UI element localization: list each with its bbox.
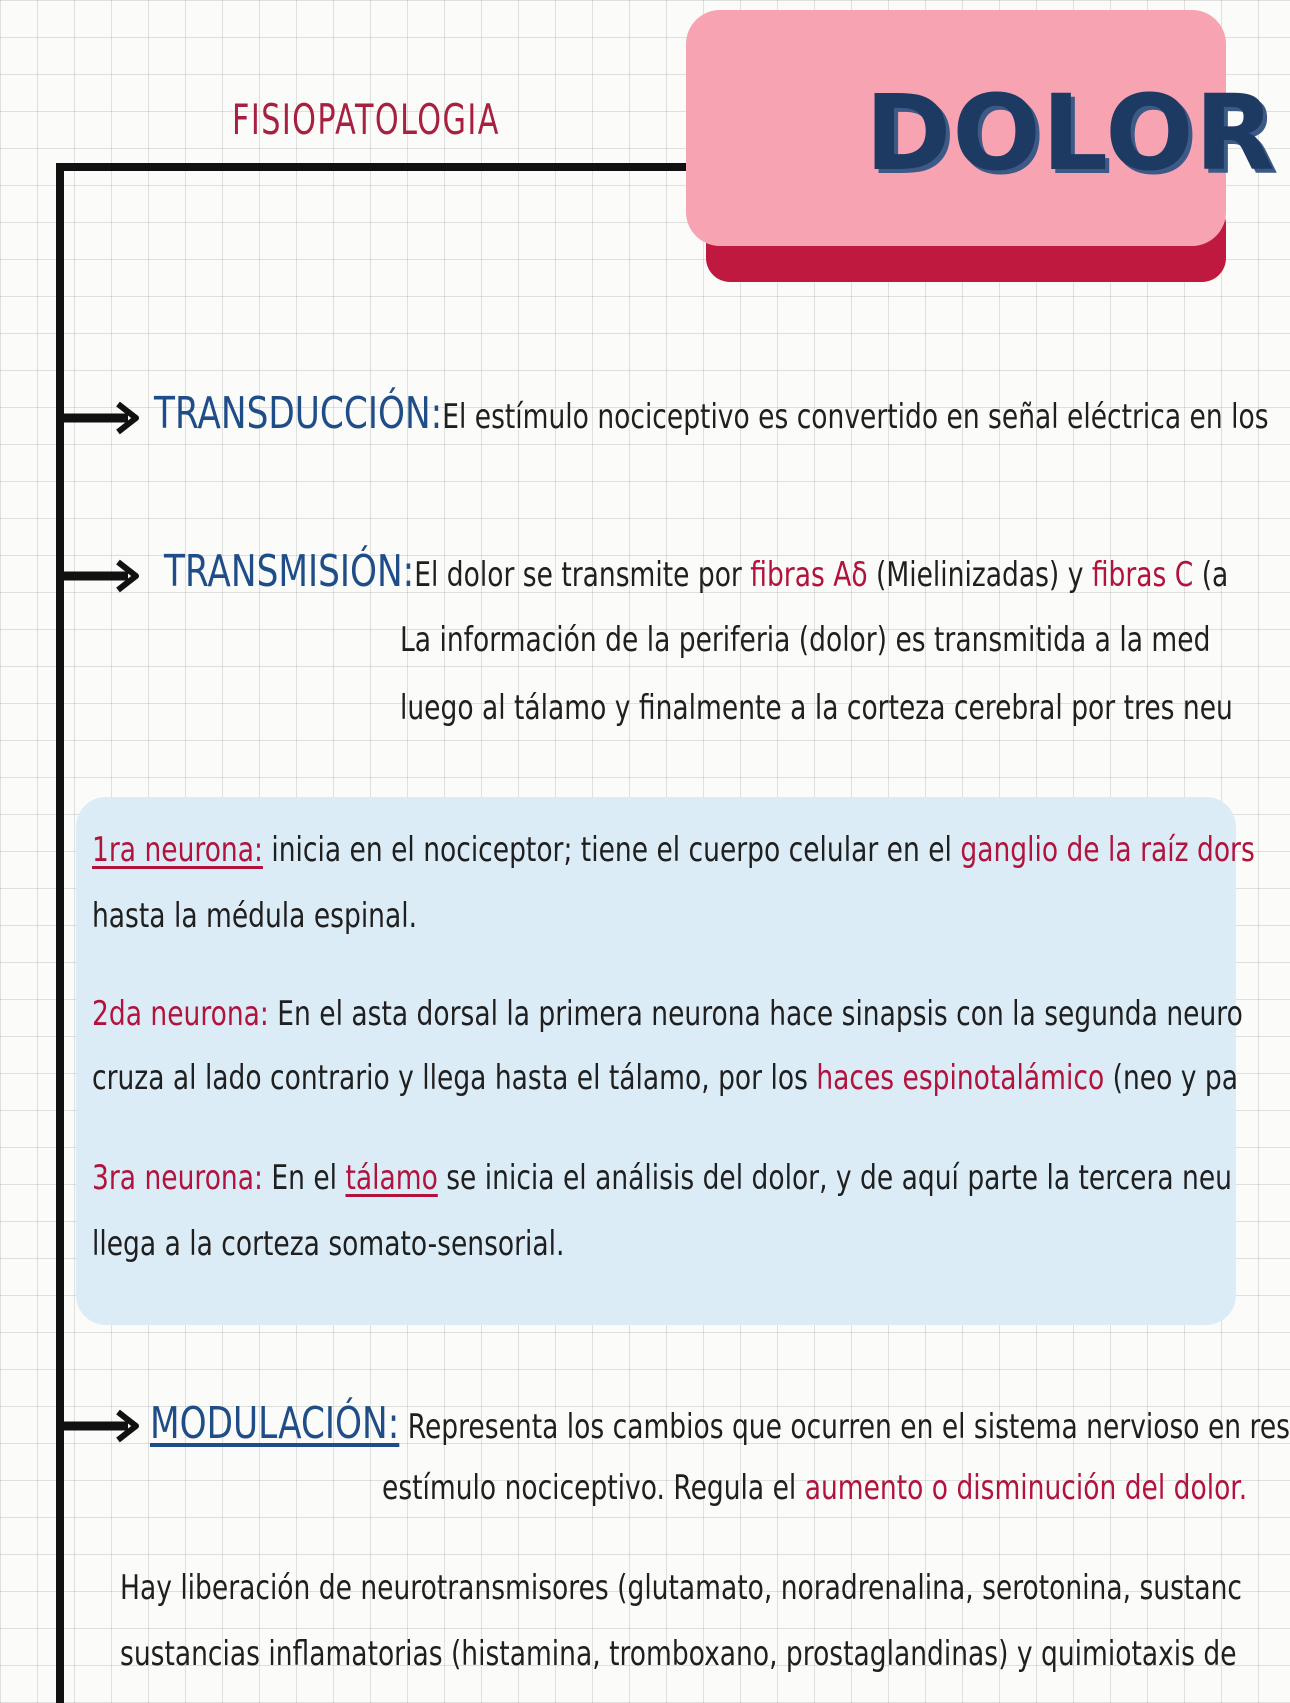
transmision-text: El dolor se transmite por xyxy=(414,555,751,595)
modulacion-text: estímulo nociceptivo. Regula el xyxy=(382,1468,805,1508)
modulacion-para-line-2: sustancias inflamatorias (histamina, tromboxano, prostaglandinas) y quimiotaxis de xyxy=(120,1634,1237,1674)
transmision-line-2: La información de la periferia (dolor) es transmitida a la med xyxy=(400,620,1211,660)
arrow-icon xyxy=(56,556,146,596)
transmision-term: TRANSMISIÓN: xyxy=(164,546,415,597)
neurona-3-line-2: llega a la corteza somato-sensorial. xyxy=(92,1224,565,1264)
transduccion-term: TRANSDUCCIÓN: xyxy=(154,388,443,439)
transmision-text: (Mielinizadas) y xyxy=(867,555,1092,595)
page-title: DOLOR xyxy=(865,72,1276,194)
modulacion-para-line-1: Hay liberación de neurotransmisores (glutamato, noradrenalina, serotonina, sustanc xyxy=(120,1568,1242,1608)
transduccion-line xyxy=(154,388,1269,439)
transmision-line-1 xyxy=(164,546,1228,597)
neurona-3-line-1 xyxy=(92,1158,1232,1198)
modulacion-line-1 xyxy=(150,1398,1290,1449)
neurona-2-text: En el asta dorsal la primera neurona hace sinapsis con la segunda neuro xyxy=(268,994,1243,1034)
neurona-3-text: se inicia el análisis del dolor, y de aquí parte la tercera neu xyxy=(437,1158,1232,1198)
transduccion-text: El estímulo nociceptivo es convertido en señal eléctrica en los xyxy=(442,397,1269,437)
modulacion-term: MODULACIÓN: xyxy=(150,1398,400,1449)
arrow-icon xyxy=(56,398,146,438)
aumento-highlight: aumento o disminución del dolor. xyxy=(804,1468,1248,1508)
neurona-1-text: inicia en el nociceptor; tiene el cuerpo celular en el xyxy=(262,830,961,870)
header-rule xyxy=(56,163,696,171)
neurona-1-label: 1ra neurona: xyxy=(92,830,263,870)
talamo-highlight: tálamo xyxy=(345,1158,438,1198)
fibras-c: fibras C xyxy=(1091,555,1194,595)
ganglio-highlight: ganglio de la raíz dors xyxy=(960,830,1255,870)
modulacion-line-2 xyxy=(382,1468,1247,1508)
haces-highlight: haces espinotalámico xyxy=(816,1058,1105,1098)
fibras-a-delta: fibras Aδ xyxy=(750,555,868,595)
arrow-icon xyxy=(56,1406,146,1446)
neurona-2-text: cruza al lado contrario y llega hasta el tálamo, por los xyxy=(92,1058,817,1098)
subtitle: FISIOPATOLOGIA xyxy=(232,95,500,144)
neurona-2-text: (neo y pa xyxy=(1104,1058,1238,1098)
neurona-1-line-2: hasta la médula espinal. xyxy=(92,896,418,936)
neurona-2-line-1 xyxy=(92,994,1243,1034)
transmision-line-3: luego al tálamo y finalmente a la corteza cerebral por tres neu xyxy=(400,688,1233,728)
modulacion-text: Representa los cambios que ocurren en el sistema nervioso en res xyxy=(407,1407,1290,1447)
neurona-2-line-2 xyxy=(92,1058,1238,1098)
neurona-3-label: 3ra neurona: xyxy=(92,1158,263,1198)
neurona-2-label: 2da neurona: xyxy=(92,994,269,1034)
transmision-text: (a xyxy=(1193,555,1229,595)
flow-line xyxy=(56,163,64,1703)
neurona-3-text: En el xyxy=(262,1158,346,1198)
neurona-1-line-1 xyxy=(92,830,1255,870)
